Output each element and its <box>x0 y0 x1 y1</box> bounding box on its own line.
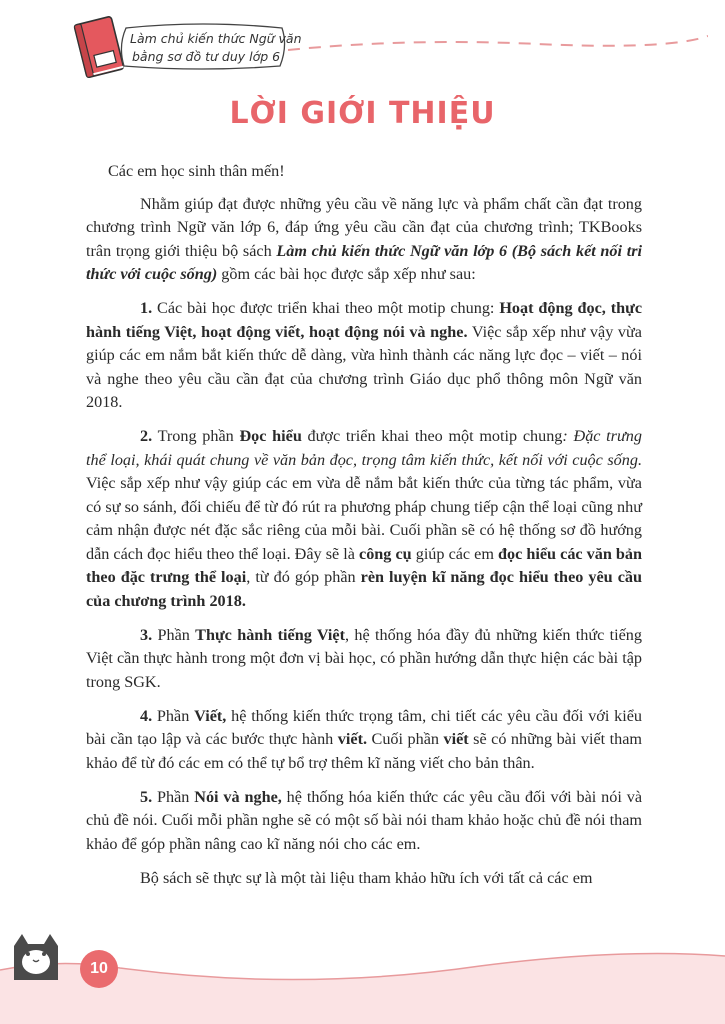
item-4-text-3: Cuối phần <box>367 730 444 748</box>
greeting: Các em học sinh thân mến! <box>108 162 285 180</box>
intro-text: Nhằm giúp đạt được những yêu cầu về năng lực và phẩm chất cần đạt trong chương trình Ngữ văn lớp 6, đáp ứng yêu cầu cần đạt của chương trình; TKBooks trân trọng giới thiệu bộ sách <box>86 194 642 260</box>
item-2-number: 2. <box>140 427 153 445</box>
closing-paragraph: Bộ sách sẽ thực sự là một tài liệu tham khảo hữu ích với tất cả các em <box>140 868 593 887</box>
item-2-bold-3: đọc hiểu các văn bản theo đặc trưng thể loại <box>86 544 643 586</box>
item-2-text: Trong phần <box>152 427 240 445</box>
item-1-paragraph <box>86 297 642 415</box>
series-title-line1: Làm chủ kiến thức Ngữ văn <box>130 31 302 46</box>
item-4-bold-2: viết. <box>337 730 368 748</box>
intro-paragraph <box>86 193 642 287</box>
item-4-text-4: sẽ có những bài viết tham khảo để từ đó các em có thể tự bổ trợ thêm kĩ năng viết cho bản thân. <box>86 730 643 772</box>
item-4-paragraph <box>86 705 642 776</box>
item-1-number: 1. <box>140 299 153 317</box>
header-dashed-line <box>288 30 708 60</box>
item-4-bold-3: viết <box>443 730 469 748</box>
item-3-number: 3. <box>140 625 153 644</box>
item-5-text: Phần <box>152 787 195 806</box>
item-2-bold-2: công cụ <box>359 544 412 563</box>
item-5-bold: Nói và nghe, <box>194 787 282 806</box>
item-2-bold-4: rèn luyện kĩ năng đọc hiểu theo yêu cầu của chương trình 2018. <box>86 568 642 610</box>
item-4-text-2: hệ thống kiến thức trọng tâm, chi tiết các yêu cầu đối với kiểu bài cần tạo lập và các bước thực hành <box>86 706 643 748</box>
page-number: 10 <box>80 950 118 988</box>
page-title: LỜI GIỚI THIỆU <box>229 96 496 131</box>
item-4-bold-1: Viết, <box>194 706 227 725</box>
item-2-text-2: được triển khai theo một motip chung <box>301 427 563 445</box>
book-title: Làm chủ kiến thức Ngữ văn lớp 6 (Bộ sách kết nối tri thức với cuộc sống) <box>86 241 642 283</box>
item-2-paragraph <box>86 425 642 613</box>
item-5-paragraph <box>86 786 642 857</box>
body-text <box>86 160 642 890</box>
item-1-bold: Hoạt động đọc, thực hành tiếng Việt, hoạt động viết, hoạt động nói và nghe. <box>86 299 643 341</box>
series-title <box>112 22 302 72</box>
item-3-bold: Thực hành tiếng Việt <box>195 625 345 644</box>
item-2-text-5: , từ đó góp phần <box>246 568 361 586</box>
item-4-number: 4. <box>140 706 153 725</box>
item-5-text-end: hệ thống hóa kiến thức các yêu cầu đối với bài nói và chủ đề nói. Cuối mỗi phần nghe sẽ có một số bài nói tham khảo hoặc chủ đề nói tham khảo để góp phần nâng cao kĩ năng nói cho các em. <box>86 787 642 853</box>
item-2-text-4: giúp các em <box>411 544 499 563</box>
intro-text-end: gồm các bài học được sắp xếp như sau: <box>217 265 476 283</box>
item-5-number: 5. <box>140 787 153 806</box>
page-header <box>0 0 725 90</box>
item-3-text-end: , hệ thống hóa đầy đủ những kiến thức tiếng Việt cần thực hành trong một đơn vị bài học, có phần hướng dẫn thực hiện các bài tập trong SGK. <box>86 625 642 691</box>
item-2-text-3: Việc sắp xếp như vậy giúp các em vừa dễ nắm bắt kiến thức của từng tác phẩm, vừa có sự so sánh, đối chiếu để từ đó rút ra phương pháp chung tiếp cận thể loại cũng như cảm nhận được nét đặc sắc riêng của mỗi bài. Cuối phần sẽ có hệ thống sơ đồ hướng dẫn cách đọc hiểu theo thể loại. Đây sẽ là <box>86 474 642 563</box>
series-title-line2: bằng sơ đồ tư duy lớp 6 <box>132 49 281 64</box>
item-1-text: Các bài học được triển khai theo một motip chung: <box>152 299 500 317</box>
item-4-text: Phần <box>152 706 195 725</box>
cat-icon <box>6 922 66 982</box>
item-1-text-end: Việc sắp xếp như vậy vừa giúp các em nắm bắt kiến thức dễ dàng, vừa hình thành các năng lực đọc – viết – nói và nghe theo yêu cầu cần đạt của chương trình Giáo dục phổ thông môn Ngữ văn 2018. <box>86 322 642 411</box>
item-2-italic: : Đặc trưng thể loại, khái quát chung về văn bản đọc, trọng tâm kiến thức, kết nối với cuộc sống. <box>86 427 642 469</box>
item-3-paragraph <box>86 624 642 695</box>
item-2-bold-1: Đọc hiểu <box>239 427 302 445</box>
item-3-text: Phần <box>152 625 196 644</box>
